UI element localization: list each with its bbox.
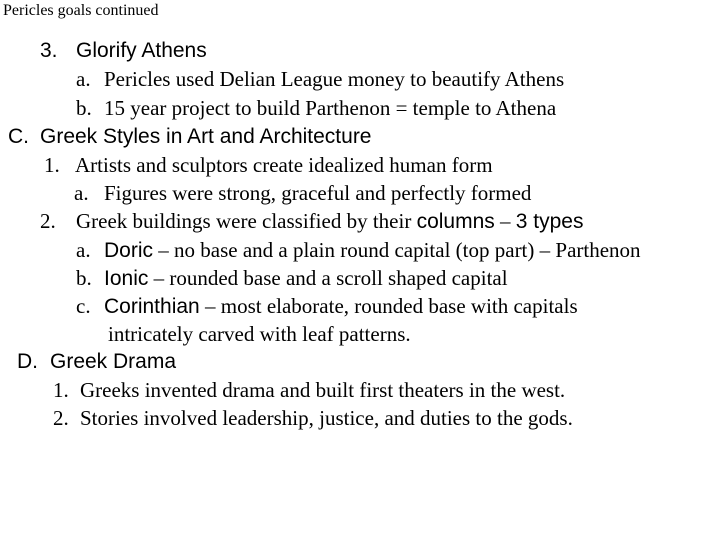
outline-marker: 1.: [44, 153, 60, 177]
outline-keyword: Corinthian: [104, 295, 200, 318]
outline-marker: b.: [76, 96, 92, 120]
outline-text: Greek Drama: [50, 350, 177, 373]
outline-marker: a.: [76, 238, 91, 262]
outline-text: Greek Styles in Art and Architecture: [40, 125, 372, 148]
outline-text: Glorify Athens: [76, 39, 207, 62]
outline-text: Pericles used Delian League money to beautify Athens: [104, 67, 565, 91]
outline-item-C: [8, 126, 372, 147]
outline-item-D: [17, 351, 176, 372]
outline-text: 15 year project to build Parthenon = temple to Athena: [104, 96, 557, 120]
outline-item-C2: [40, 211, 584, 232]
outline-marker: a.: [76, 67, 91, 91]
outline-marker: c.: [76, 294, 91, 318]
outline-text: Figures were strong, graceful and perfectly formed: [104, 181, 532, 205]
outline-text: Greek buildings were classified by their: [76, 209, 417, 233]
outline-marker: 2.: [53, 406, 69, 430]
outline-item-D1: [53, 380, 565, 401]
outline-marker: 2.: [40, 209, 56, 233]
outline-text: –: [494, 209, 516, 233]
outline-item-D2: [53, 408, 573, 429]
outline-item-C2c: [76, 296, 578, 317]
outline-text: – most elaborate, rounded base with capitals: [199, 294, 578, 318]
outline-text: Artists and sculptors create idealized human form: [75, 153, 493, 177]
outline-item-C2a: [76, 240, 641, 261]
outline-keyword: columns: [416, 210, 495, 233]
outline-text: Greeks invented drama and built first theaters in the west.: [80, 378, 566, 402]
outline-item-C2b: [76, 268, 508, 289]
outline-item-C1a: [74, 183, 531, 204]
outline-text: Stories involved leadership, justice, and duties to the gods.: [80, 406, 573, 430]
outline-text: – rounded base and a scroll shaped capital: [148, 266, 508, 290]
outline-keyword: Ionic: [104, 267, 149, 290]
outline-item-C1: [44, 155, 493, 176]
outline-marker: b.: [76, 266, 92, 290]
header-title: Pericles goals continued: [3, 2, 159, 19]
outline-marker: C.: [8, 125, 29, 148]
outline-marker: a.: [74, 181, 89, 205]
outline-marker: 3.: [40, 39, 58, 62]
outline-keyword: 3 types: [515, 210, 584, 233]
outline-item-3: [40, 40, 207, 61]
outline-marker: 1.: [53, 378, 69, 402]
outline-item-3b: [76, 98, 556, 119]
outline-item-3a: [76, 69, 564, 90]
outline-text: – no base and a plain round capital (top part) – Parthenon: [153, 238, 641, 262]
outline-item-C2c-continued: [108, 324, 411, 345]
outline-marker: D.: [17, 350, 38, 373]
outline-text: intricately carved with leaf patterns.: [108, 322, 411, 346]
outline-keyword: Doric: [104, 239, 154, 262]
